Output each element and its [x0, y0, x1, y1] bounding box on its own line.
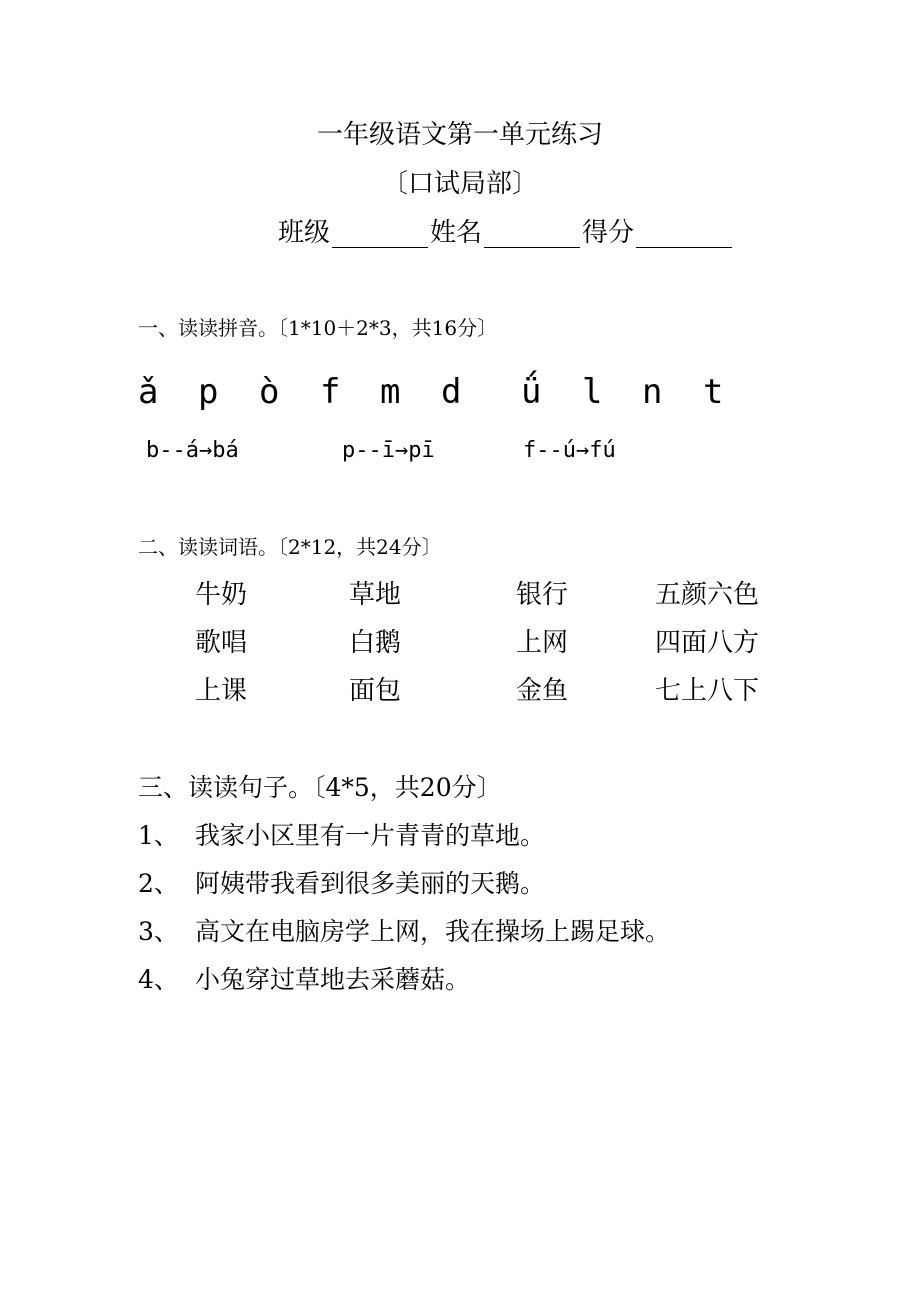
- pinyin-letter: f: [320, 372, 341, 412]
- score-label: 得分: [582, 218, 635, 248]
- page-title: 一年级语文第一单元练习: [316, 120, 603, 150]
- word-item: 七上八下: [655, 676, 760, 706]
- spelling-item: b--á→bá: [146, 438, 239, 463]
- score-blank[interactable]: [636, 217, 732, 248]
- word-item: 四面八方: [655, 628, 760, 658]
- student-info-line: [278, 214, 734, 252]
- pinyin-letter: d: [441, 372, 462, 412]
- pinyin-letter: ǎ: [138, 372, 159, 412]
- sentence-text: 阿姨带我看到很多美丽的天鹅。: [195, 869, 546, 898]
- class-blank[interactable]: [332, 217, 428, 248]
- section2-heading: 二、读读词语。〔2*12，共24分〕: [138, 535, 442, 559]
- word-item: 白鹅: [349, 628, 402, 658]
- pinyin-letter: l: [582, 372, 603, 412]
- page-subtitle: 〔口试局部〕: [381, 169, 538, 199]
- sentence-number: 4、: [138, 965, 179, 994]
- pinyin-letter: m: [380, 372, 401, 412]
- pinyin-letter: ò: [259, 372, 280, 412]
- word-item: 金鱼: [516, 676, 569, 706]
- section1-heading: 一、读读拼音。〔1*10＋2*3，共16分〕: [138, 316, 498, 340]
- name-blank[interactable]: [484, 217, 580, 248]
- class-label: 班级: [278, 218, 331, 248]
- pinyin-letter: ǘ: [521, 372, 542, 412]
- sentence-number: 3、: [138, 917, 179, 946]
- word-item: 银行: [516, 580, 569, 610]
- name-label: 姓名: [430, 218, 483, 248]
- spelling-item: f--ú→fú: [523, 438, 616, 463]
- pinyin-letter: p: [198, 372, 219, 412]
- word-item: 五颜六色: [655, 580, 760, 610]
- word-item: 歌唱: [195, 628, 248, 658]
- section3-heading: 三、读读句子。〔4*5，共20分〕: [138, 773, 502, 802]
- word-item: 草地: [349, 580, 402, 610]
- sentence-text: 高文在电脑房学上网，我在操场上踢足球。: [195, 917, 671, 946]
- pinyin-letter: t: [703, 372, 724, 412]
- sentence-text: 小兔穿过草地去采蘑菇。: [195, 965, 471, 994]
- spelling-item: p--ī→pī: [342, 438, 435, 463]
- pinyin-letter: n: [642, 372, 663, 412]
- sentence-number: 1、: [138, 821, 179, 850]
- word-item: 上网: [516, 628, 569, 658]
- word-item: 上课: [195, 676, 248, 706]
- sentence-text: 我家小区里有一片青青的草地。: [195, 821, 546, 850]
- word-item: 面包: [349, 676, 402, 706]
- sentence-number: 2、: [138, 869, 179, 898]
- word-item: 牛奶: [195, 580, 248, 610]
